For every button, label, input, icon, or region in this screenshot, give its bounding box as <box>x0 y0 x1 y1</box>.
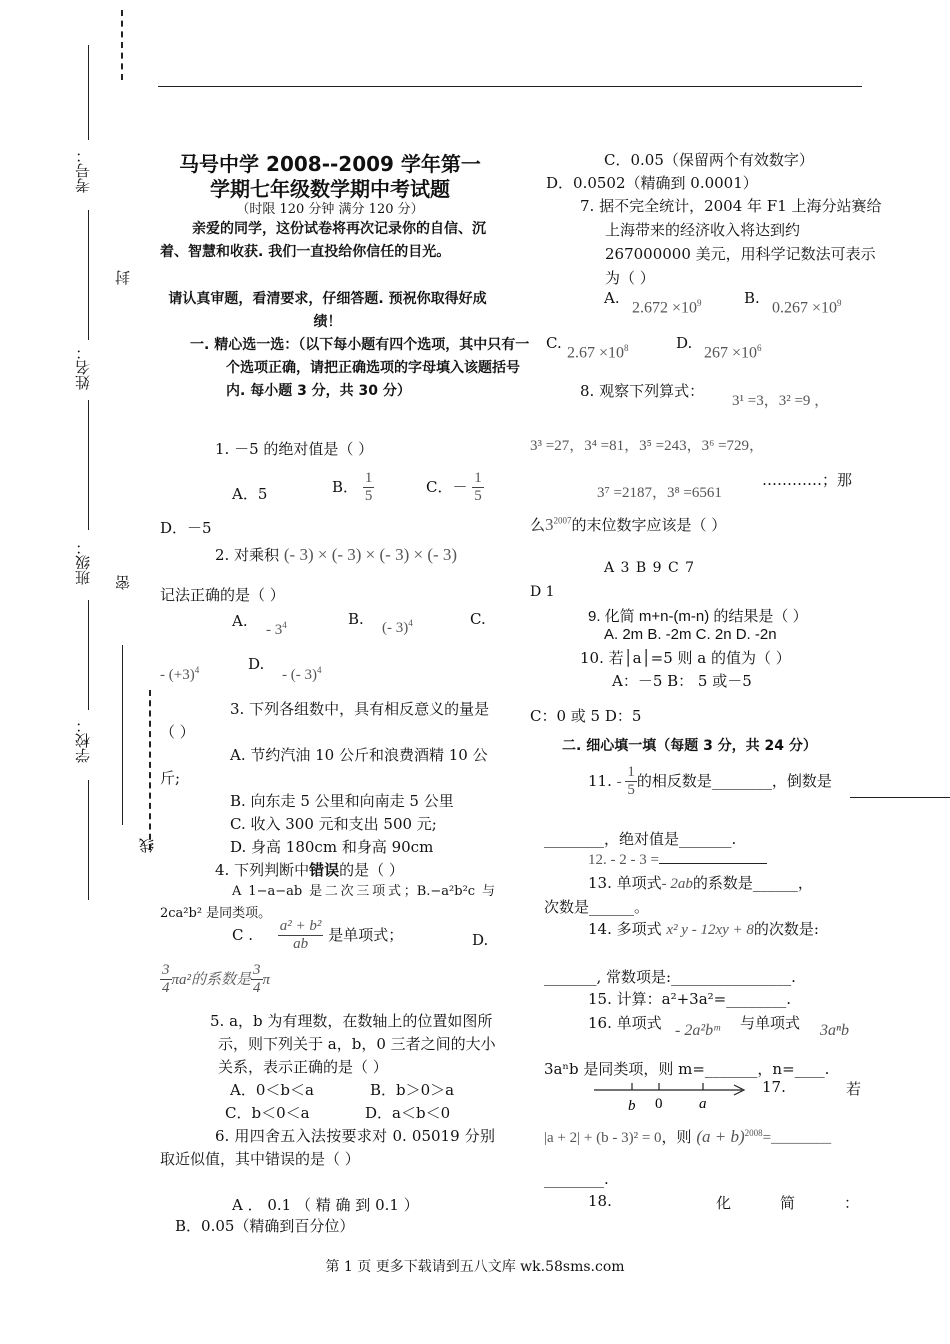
q8-line1: 3¹ =3，3² =9 ， <box>732 393 830 409</box>
q7-option-c-math: $2.67 \times 10^8$ <box>567 343 629 362</box>
q7-option-b: B. <box>744 289 760 307</box>
title-line2: 学期七年级数学期中考试题 <box>210 177 450 201</box>
mi-label: 密 <box>114 575 132 590</box>
q17-line2: ________. <box>544 1170 609 1188</box>
q1-option-b: B． $\frac{1}{5}$ <box>332 470 373 505</box>
q4-option-d-expr: $\frac{3}{4}$ πa²的系数是 $\frac{3}{4}$ π <box>162 962 271 997</box>
q18-hua: 化 <box>716 1194 732 1212</box>
xian-label: 线 <box>138 838 156 853</box>
q8: 8. 观察下列算式： <box>580 382 705 400</box>
school-label: 学校： <box>74 718 92 763</box>
q2-option-a-math: - $3^4$ <box>266 620 287 638</box>
number-line <box>592 1078 752 1114</box>
q5: 5. a，b 为有理数，在数轴上的位置如图所示，则下列关于 a，b，0 三者之间的大小关系，表示正确的是（ ） <box>210 1012 496 1076</box>
axis-label-0: 0 <box>655 1096 663 1112</box>
margin-dashed-line-top <box>121 10 123 80</box>
q2-option-d-math: - (- 3)$^4$ <box>282 665 322 683</box>
q17: 17. <box>762 1078 786 1096</box>
instruction: 请认真审题，看清要求，仔细答题. 预祝你取得好成绩！ <box>168 291 487 330</box>
margin-line <box>88 210 89 340</box>
q10-options-ab: A：－5 B： 5 或－5 <box>612 672 752 690</box>
name-label: 姓名： <box>74 345 92 390</box>
q3-option-b: B. 向东走 5 公里和向南走 5 公里 <box>230 792 454 810</box>
q4-option-a: A 1−a−ab 是二次三项式；B.−a²b²c 与 2ca²b² 是同类项。 <box>160 884 495 921</box>
q2-option-d: D. <box>248 655 265 673</box>
q4-option-d: D. <box>472 931 489 949</box>
q9: 9. 化简 m+n-(m-n) 的结果是（ ） <box>588 608 808 625</box>
q8-option-d: D 1 <box>530 584 555 600</box>
q11-line2: ________，绝对值是_______. <box>544 830 737 848</box>
q2-option-a: A. <box>232 612 248 630</box>
seal-label: 封 <box>114 270 132 285</box>
q11-overflow-line <box>850 797 950 798</box>
q3: 3. 下列各组数中，具有相反意义的量是（ ） <box>160 700 490 741</box>
q16-math2: 3aⁿb <box>820 1022 850 1039</box>
margin-line <box>88 400 89 530</box>
margin-line <box>122 645 123 825</box>
q14-line2: _______, 常数项是:________________. <box>544 968 796 986</box>
q4: 4. 下列判断中错误的是（ ） <box>215 861 404 879</box>
q11: 11. - $\frac{1}{5}$ 的相反数是________，倒数是 <box>588 764 832 799</box>
q5-option-a: A．0＜b＜a <box>230 1081 314 1099</box>
q5-option-c: C．b＜0＜a <box>225 1104 310 1122</box>
q7: 7. 据不完全统计，2004 年 F1 上海分站赛给上海带来的经济收入将达到约 267000000 美元，用科学记数法可表示为（ ） <box>580 197 882 287</box>
q17-ruo: 若 <box>846 1080 862 1098</box>
q6-option-d: D．0.0502（精确到 0.0001） <box>546 174 758 192</box>
margin-line <box>88 600 89 710</box>
q17-expr: |a + 2| + (b - 3)² = 0，则 $(a + b)^{2008}=\_\_\_\_\_\_\_\_$ <box>544 1127 832 1146</box>
q12: 12. - 2 - 3 = <box>588 850 767 869</box>
q7-option-c: C. <box>546 334 562 352</box>
q13: 13. 单项式- 2ab的系数是______， <box>588 874 813 892</box>
greeting: 亲爱的同学，这份试卷将再次记录你的自信、沉着、智慧和收获. 我们一直投给你信任的目光。 <box>160 221 486 260</box>
exam-number-label: 考号： <box>74 148 92 193</box>
q3-option-d: D. 身高 180cm 和身高 90cm <box>230 838 434 856</box>
q9-options: A. 2m B. -2m C. 2n D. -2n <box>604 626 777 643</box>
q7-option-a: A. <box>604 289 620 307</box>
q18-colon: ： <box>844 1194 860 1212</box>
q8-dots: …………；那 <box>762 471 853 489</box>
q16-mid: 与单项式 <box>740 1014 801 1032</box>
q2-option-b-math: (- 3)$^4$ <box>382 618 413 636</box>
q10: 10. 若│a│=5 则 a 的值为（ ） <box>580 649 791 667</box>
section1-heading: 一. 精心选一选：（以下每小题有四个选项，其中只有一个选项正确，请把正确选项的字母填入该题括号内. 每小题 3 分，共 30 分） <box>190 337 530 399</box>
q2-option-b: B. <box>348 610 364 628</box>
q7-option-b-math: $0.267 \times 10^9$ <box>772 298 842 317</box>
margin-line <box>88 780 89 900</box>
page-footer: 第 1 页 更多下载请到五八文库 wk.58sms.com <box>325 1259 625 1275</box>
axis-label-b: b <box>628 1098 636 1114</box>
q8-line3: 3⁷ =2187，3⁸ =6561 <box>597 485 722 501</box>
q7-option-a-math: $2.672 \times 10^9$ <box>632 298 702 317</box>
q13-line2: 次数是______。 <box>544 898 650 916</box>
q4-option-c: C . $\frac{\text{a² + b²}}{ab}$ 是单项式； <box>232 918 404 953</box>
q1-option-d: D．－5 <box>160 519 212 537</box>
q16-math1: - 2a²bᵐ <box>675 1022 720 1039</box>
q5-option-b: B．b＞0＞a <box>370 1081 455 1099</box>
q6-option-b: B．0.05（精确到百分位） <box>175 1217 355 1235</box>
q7-option-d-math: $267 \times 10^6$ <box>704 343 762 362</box>
q2-option-c-math: - $(+3)^4$ <box>160 665 200 683</box>
q6: 6. 用四舍五入法按要求对 0. 05019 分别取近似值，其中错误的是（ ） <box>160 1127 495 1168</box>
q8-options: A 3 B 9 C 7 <box>604 560 695 576</box>
margin-line <box>88 45 89 140</box>
q7-option-d: D. <box>676 334 693 352</box>
q3-option-a: A. 节约汽油 10 公斤和浪费酒精 10 公斤; <box>160 746 488 787</box>
class-label: 班级： <box>74 540 92 585</box>
q15: 15. 计算：a²+3a²=________. <box>588 990 791 1008</box>
top-rule <box>158 86 862 87</box>
q18: 18. <box>588 1192 612 1210</box>
q2: 2. 对乘积 (- 3) × (- 3) × (- 3) × (- 3) <box>215 545 458 564</box>
q2-option-c: C. <box>470 610 486 628</box>
axis-label-a: a <box>699 1096 707 1112</box>
subtitle: （时限 120 分钟 满分 120 分） <box>236 202 424 217</box>
title-line1: 马号中学 2008--2009 学年第一 <box>179 152 481 176</box>
q16: 16. 单项式 <box>588 1014 662 1032</box>
q2-tail: 记法正确的是（ ） <box>160 586 285 604</box>
q14: 14. 多项式 x² y - 12xy + 8的次数是: <box>588 920 819 938</box>
q5-option-d: D．a＜b＜0 <box>365 1104 451 1122</box>
section2-heading: 二. 细心填一填（每题 3 分，共 24 分） <box>562 738 817 754</box>
q18-jian: 简 <box>780 1194 796 1212</box>
q8-line2: 3³ =27，3⁴ =81，3⁵ =243，3⁶ =729， <box>530 438 765 454</box>
q1-option-a: A．5 <box>232 485 268 503</box>
margin-dashed-line-bottom <box>149 690 151 850</box>
q6-option-c: C．0.05（保留两个有效数字） <box>604 151 814 169</box>
q6-option-a: A ． 0.1 （ 精 确 到 0.1 ） <box>232 1196 419 1214</box>
q10-options-cd: C：0 或 5 D：5 <box>530 707 642 725</box>
q1-option-c: C．－ $\frac{1}{5}$ <box>426 470 482 505</box>
q3-option-c: C. 收入 300 元和支出 500 元; <box>230 815 437 833</box>
q8-line4: 么$3^{2007}$的末位数字应该是（ ） <box>530 515 727 534</box>
q1: 1. －5 的绝对值是（ ） <box>215 440 374 458</box>
q16-line2: 3aⁿb 是同类项，则 m=_______，n=____. <box>544 1060 830 1078</box>
